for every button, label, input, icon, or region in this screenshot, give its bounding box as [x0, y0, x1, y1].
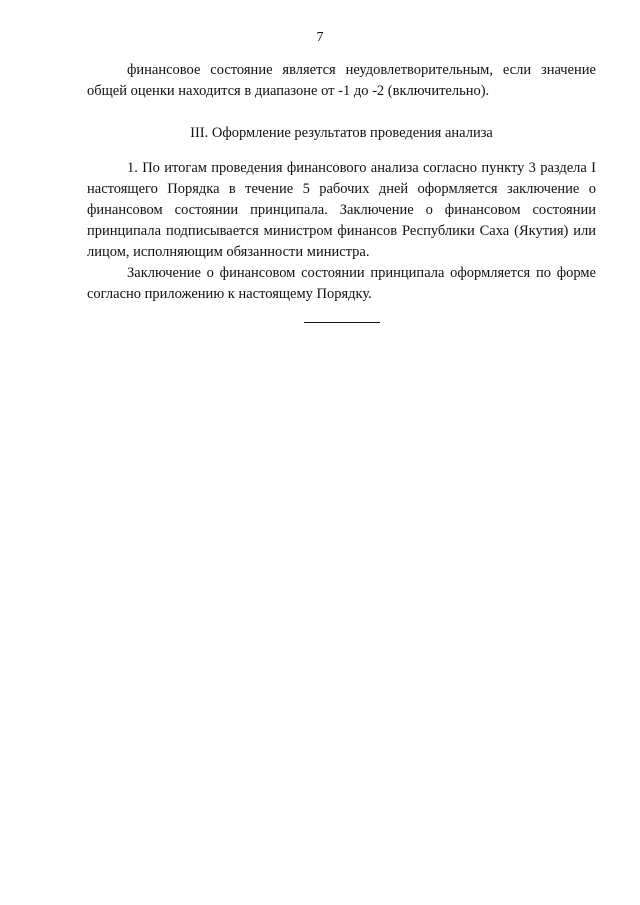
document-body — [87, 60, 596, 305]
paragraph-1: 1. По итогам проведения финансового анализа согласно пункту 3 раздела I настоящего Порядка в течение 5 рабочих дней оформляется заключение о финансовом состоянии принципала. Заключение о финансовом состоянии принципала подписывается министром финансов Республики Саха (Якутия) или лицом, исполняющим обязанности министра. — [87, 160, 596, 260]
paragraph-2: Заключение о финансовом состоянии принципала оформляется по форме согласно приложению к настоящему Порядку. — [87, 265, 596, 302]
page-number: 7 — [316, 30, 324, 45]
section-heading: III. Оформление результатов проведения анализа — [190, 125, 493, 141]
end-divider — [304, 322, 380, 323]
continuation-paragraph: финансовое состояние является неудовлетворительным, если значение общей оценки находится в диапазоне от -1 до -2 (включительно). — [87, 62, 596, 99]
